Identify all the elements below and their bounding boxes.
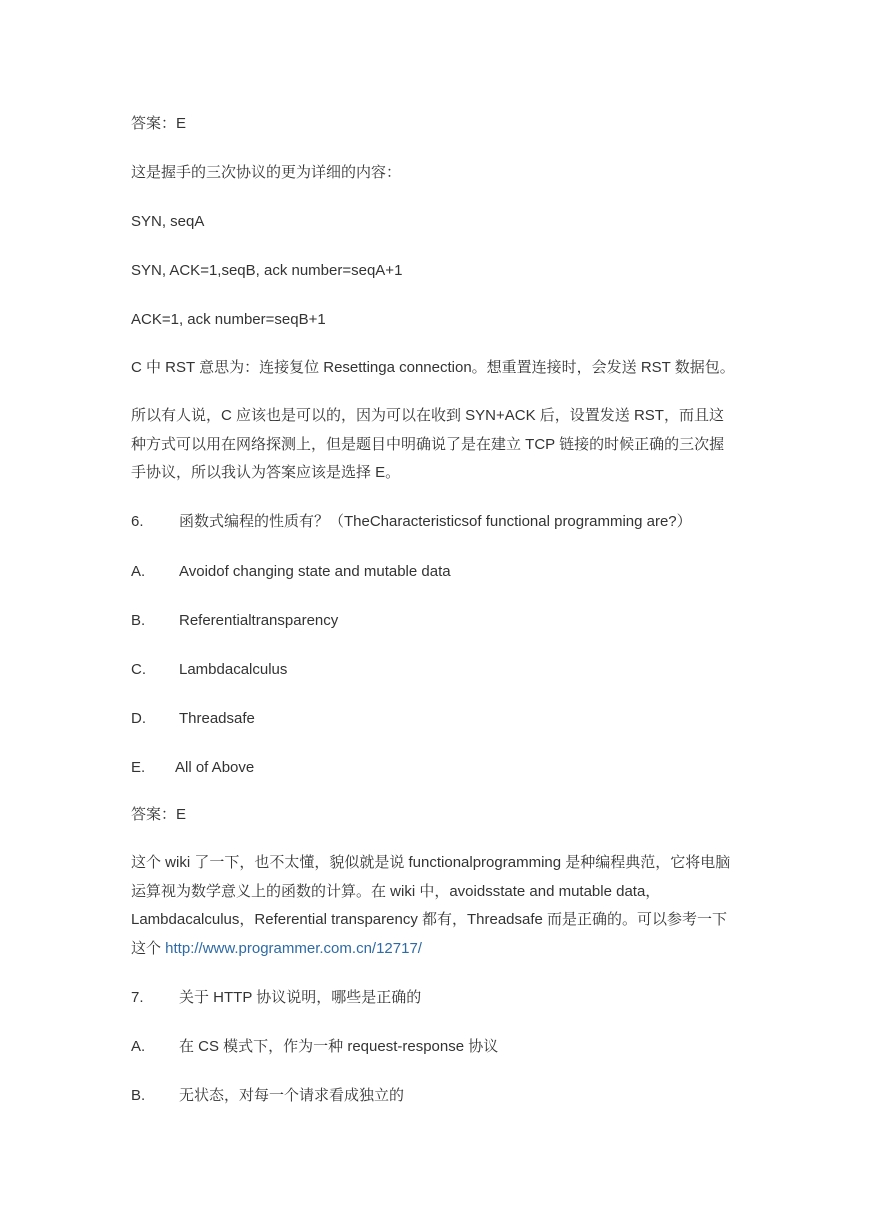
q6-option-a: [131, 563, 451, 581]
explanation-line: 所以有人说，C 应该也是可以的，因为可以在收到 SYN+ACK 后，设置发送 RST，而且这: [131, 407, 724, 424]
q6-option-b: [131, 612, 338, 630]
option-text: Threadsafe: [179, 710, 255, 727]
handshake-intro: 这是握手的三次协议的更为详细的内容：: [131, 164, 402, 181]
option-letter: B.: [131, 1087, 146, 1104]
option-letter: B.: [131, 612, 146, 629]
option-text: 在 CS 模式下，作为一种 request-response 协议: [179, 1038, 499, 1055]
question-text: 函数式编程的性质有？（TheCharacteristicsof functional programming are?）: [179, 513, 692, 530]
rst-note: C 中 RST 意思为：连接复位 Resettinga connection。想重置连接时，会发送 RST 数据包。: [131, 359, 735, 376]
reference-link[interactable]: http://www.programmer.com.cn/12717/: [165, 939, 422, 957]
explanation-line: Lambdacalculus，Referential transparency 都有，Threadsafe 而是正确的。可以参考一下: [131, 911, 728, 928]
question-number: 7.: [131, 989, 144, 1006]
handshake-step-1: SYN, seqA: [131, 213, 205, 230]
link-prefix: 这个: [131, 939, 166, 957]
option-text: 无状态，对每一个请求看成独立的: [179, 1087, 405, 1104]
q6-answer: 答案：E: [131, 806, 187, 823]
explanation-line: 这个 wiki 了一下，也不太懂，貌似就是说 functionalprogramming 是种编程典范，它将电脑: [131, 854, 731, 871]
question-number: 6.: [131, 513, 144, 530]
option-letter: E.: [131, 759, 146, 776]
explanation-line: 种方式可以用在网络探测上，但是题目中明确说了是在建立 TCP 链接的时候正确的三次握: [131, 435, 725, 453]
option-letter: A.: [131, 1038, 146, 1055]
q7-option-a: [131, 1038, 498, 1056]
handshake-step-2: SYN, ACK=1,seqB, ack number=seqA+1: [131, 262, 403, 279]
option-text: All of Above: [175, 759, 255, 776]
explanation-line: 手协议，所以我认为答案应该是选择 E。: [131, 464, 401, 481]
option-letter: A.: [131, 563, 146, 580]
option-text: Referentialtransparency: [179, 612, 339, 629]
option-text: Lambdacalculus: [179, 661, 288, 678]
q6-option-c: [131, 661, 287, 679]
explanation-paragraph: [131, 402, 741, 488]
handshake-step-3: ACK=1, ack number=seqB+1: [131, 311, 326, 328]
question-6: [131, 513, 692, 531]
q6-option-e: [131, 759, 254, 777]
option-letter: D.: [131, 710, 146, 727]
q6-explanation: [131, 849, 741, 963]
q7-option-b: [131, 1087, 404, 1105]
explanation-line: 运算视为数学意义上的函数的计算。在 wiki 中，avoidsstate and mutable data，: [131, 882, 661, 900]
answer-line: 答案：E: [131, 115, 187, 132]
q6-option-d: [131, 710, 255, 728]
explanation-line-with-link: [131, 935, 741, 964]
option-letter: C.: [131, 661, 146, 678]
question-text: 关于 HTTP 协议说明，哪些是正确的: [179, 989, 422, 1006]
option-text: Avoidof changing state and mutable data: [179, 563, 451, 580]
question-7: [131, 989, 421, 1007]
